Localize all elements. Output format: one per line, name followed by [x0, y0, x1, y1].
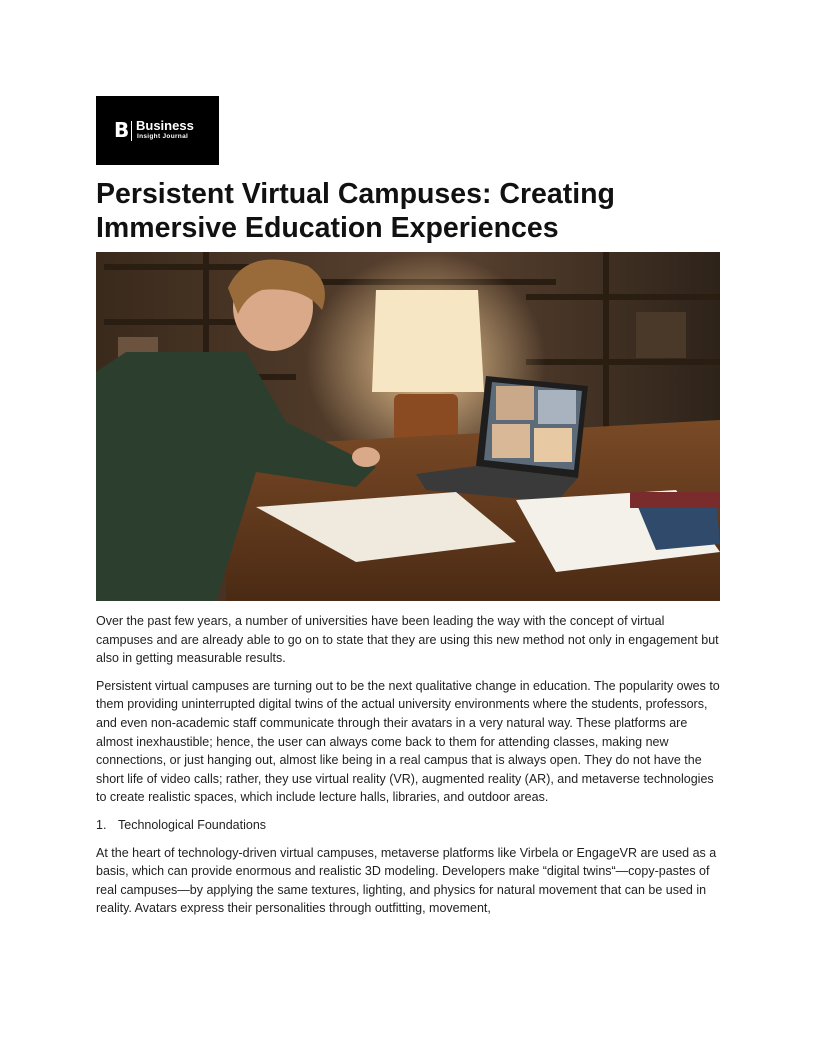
logo-mark: B: [114, 118, 130, 142]
article-paragraph: Persistent virtual campuses are turning out to be the next qualitative change in education. The popularity owes to them providing uninterrupted digital twins of the actual university environments where the students, professors, and even non-academic staff communicate through their avatars in a very natural way. These platforms are almost inexhaustible; hence, the user can always come back to them for attending classes, making new connections, or just hanging out, almost like being in a real campus that is always open. They do not have the short life of video calls; rather, they use virtual reality (VR), augmented reality (AR), and metaverse technologies to create realistic spaces, which include lecture halls, libraries, and outdoor areas.: [96, 678, 720, 805]
section-number: 1.: [96, 817, 107, 832]
logo-name: Business: [136, 118, 194, 133]
logo-divider: [131, 121, 132, 141]
hero-photo: [96, 252, 720, 601]
logo-subtitle: Insight Journal: [137, 133, 189, 140]
section-title: Technological Foundations: [118, 817, 267, 832]
article-paragraph: Over the past few years, a number of universities have been leading the way with the concept of virtual campuses and are already able to go on to state that they are using this new method not only in engagement but also in getting measurable results.: [96, 614, 719, 666]
article-body: [96, 612, 724, 927]
article-paragraph: At the heart of technology-driven virtual campuses, metaverse platforms like Virbela or EngageVR are used as a basis, which can provide enormous and realistic 3D modeling. Developers make “digital twins“—copy-pastes of real campuses—by applying the same textures, lighting, and physics for natural movement that can be used in reality. Avatars express their personalities through outfitting, movement,: [96, 845, 717, 916]
section-heading: [96, 816, 724, 835]
site-logo[interactable]: [96, 96, 219, 165]
article-headline: Persistent Virtual Campuses: Creating Immersive Education Experiences: [96, 178, 615, 244]
